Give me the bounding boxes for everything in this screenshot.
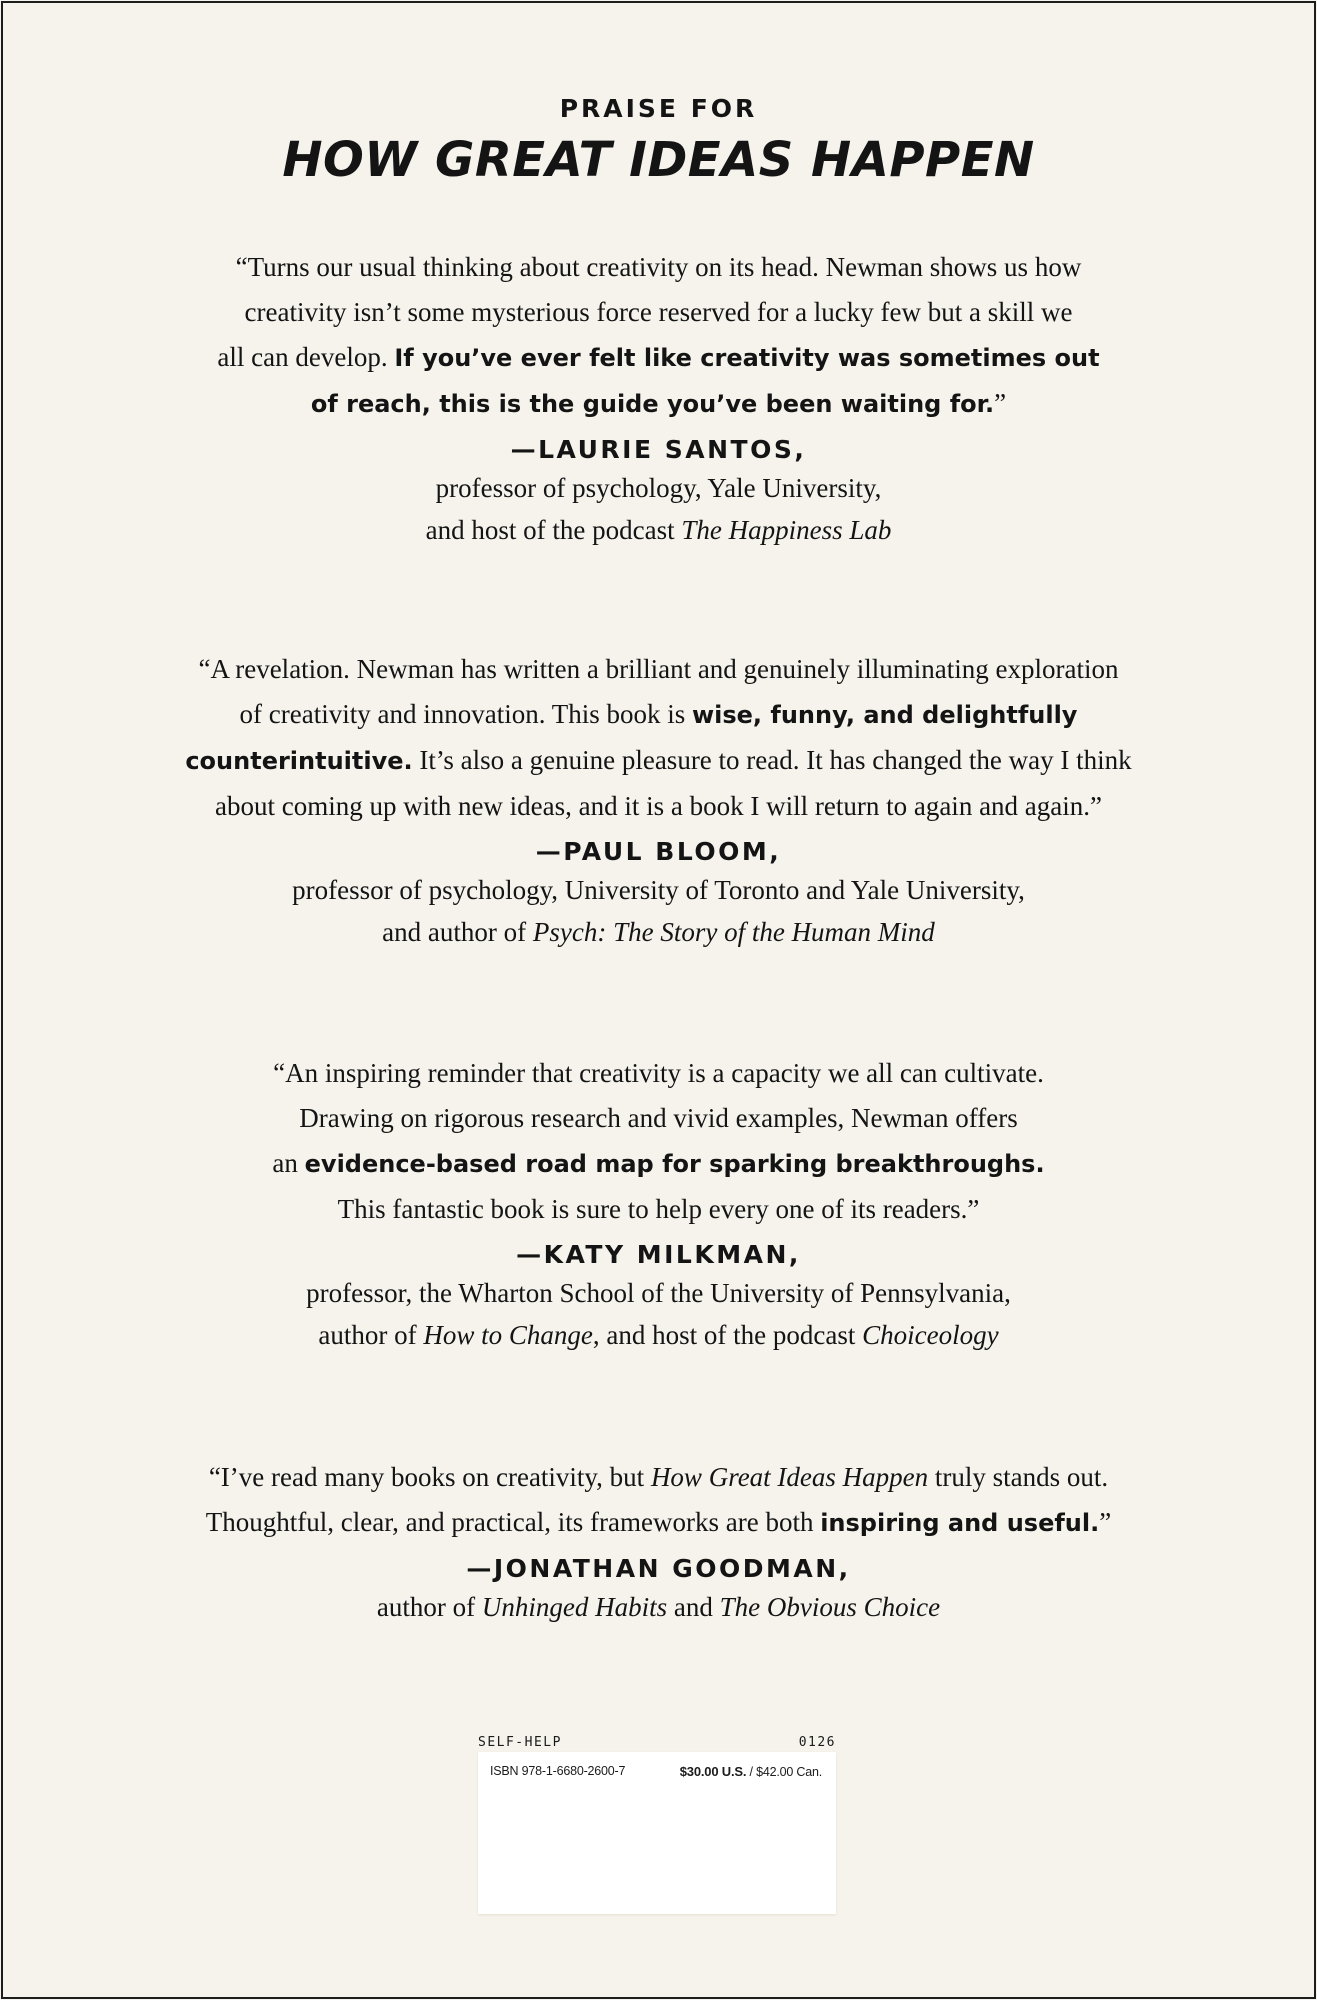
text-run: “A revelation. Newman has written a brilliant and genuinely illuminating exploration <box>198 654 1119 684</box>
title-text: Psych: The Story of the Human Mind <box>532 917 935 947</box>
text-run: “Turns our usual thinking about creativity on its head. Newman shows us how <box>235 252 1082 282</box>
emphasis-text: If you’ve ever felt like creativity was sometimes out <box>394 344 1100 372</box>
blurb-laurie-santos <box>0 245 1317 551</box>
price <box>680 1764 822 1779</box>
blurb-jonathan-goodman <box>0 1455 1317 1628</box>
blurb-quote <box>0 1455 1317 1546</box>
title-text: The Obvious Choice <box>719 1592 941 1622</box>
text-run: professor of psychology, Yale University, <box>435 473 882 503</box>
quote-line <box>0 1455 1317 1500</box>
credit-line <box>0 911 1317 953</box>
price-us: $30.00 U.S. <box>679 1764 747 1779</box>
blurb-author-name: —KATY MILKMAN, <box>516 1240 801 1269</box>
emphasis-text: evidence-based road map for sparking breakthroughs. <box>304 1150 1045 1178</box>
quote-line <box>0 381 1317 427</box>
blurb-author-credit <box>0 869 1317 953</box>
title-text: How Great Ideas Happen <box>650 1462 929 1492</box>
text-run: about coming up with new ideas, and it is a book I will return to again and again.” <box>214 791 1103 821</box>
credit-line <box>0 1586 1317 1628</box>
blurb-paul-bloom <box>0 647 1317 953</box>
text-run: author of <box>318 1320 424 1350</box>
quote-line <box>0 1187 1317 1232</box>
text-run: ” <box>1099 1507 1112 1537</box>
praise-for-kicker: PRAISE FOR <box>559 94 758 123</box>
quote-line <box>0 335 1317 381</box>
blurb-author-credit <box>0 1586 1317 1628</box>
blurb-author-name: —PAUL BLOOM, <box>535 837 782 866</box>
text-run: all can develop. <box>217 342 395 372</box>
title-text: Unhinged Habits <box>481 1592 668 1622</box>
credit-line <box>0 509 1317 551</box>
text-run: , and host of the podcast <box>592 1320 863 1350</box>
barcode-header <box>478 1734 836 1752</box>
credit-line <box>0 1272 1317 1314</box>
isbn: ISBN 978-1-6680-2600-7 <box>490 1764 626 1778</box>
blurb-katy-milkman <box>0 1051 1317 1356</box>
quote-line <box>0 245 1317 290</box>
text-run: This fantastic book is sure to help every one of its readers.” <box>337 1194 980 1224</box>
genre-category: SELF-HELP <box>478 1735 562 1750</box>
text-run: of creativity and innovation. This book is <box>239 699 692 729</box>
barcode-box <box>478 1752 836 1914</box>
text-run: It’s also a genuine pleasure to read. It has changed the way I think <box>412 745 1132 775</box>
text-run: “An inspiring reminder that creativity is a capacity we all can cultivate. <box>273 1058 1044 1088</box>
title-text: Choiceology <box>862 1320 999 1350</box>
blurb-author-credit <box>0 1272 1317 1356</box>
emphasis-text: counterintuitive. <box>185 747 413 775</box>
quote-line <box>0 647 1317 692</box>
text-run: ” <box>994 388 1007 418</box>
barcode-area <box>478 1734 836 1914</box>
text-run: and host of the podcast <box>425 515 682 545</box>
book-title: HOW GREAT IDEAS HAPPEN <box>282 132 1035 188</box>
blurb-author-name: —LAURIE SANTOS, <box>510 435 807 464</box>
credit-line <box>0 869 1317 911</box>
quote-line <box>0 1096 1317 1141</box>
title-text: The Happiness Lab <box>681 515 892 545</box>
blurb-author-credit <box>0 467 1317 551</box>
emphasis-text: inspiring and useful. <box>820 1509 1100 1537</box>
emphasis-text: of reach, this is the guide you’ve been waiting for. <box>310 390 995 418</box>
blurb-quote <box>0 647 1317 829</box>
cover-header <box>0 92 1317 188</box>
text-run: and <box>667 1592 720 1622</box>
text-run: Thoughtful, clear, and practical, its frameworks are both <box>205 1507 821 1537</box>
text-run: “I’ve read many books on creativity, but <box>208 1462 651 1492</box>
quote-line <box>0 738 1317 784</box>
credit-line <box>0 467 1317 509</box>
isbn-price-row <box>490 1764 822 1779</box>
blurb-quote <box>0 245 1317 427</box>
quote-line <box>0 784 1317 829</box>
quote-line <box>0 1500 1317 1546</box>
quote-line <box>0 290 1317 335</box>
quote-line <box>0 692 1317 738</box>
text-run: truly stands out. <box>928 1462 1109 1492</box>
text-run: an <box>272 1148 305 1178</box>
title-text: How to Change <box>423 1320 593 1350</box>
price-can: $42.00 Can. <box>756 1765 822 1779</box>
price-separator: / <box>746 1765 757 1779</box>
text-run: professor of psychology, University of Toronto and Yale University, <box>292 875 1025 905</box>
blurb-author-name: —JONATHAN GOODMAN, <box>466 1554 851 1583</box>
quote-line <box>0 1051 1317 1096</box>
blurb-quote <box>0 1051 1317 1232</box>
price-code: 0126 <box>798 1735 836 1750</box>
text-run: author of <box>376 1592 482 1622</box>
text-run: and author of <box>382 917 533 947</box>
quote-line <box>0 1141 1317 1187</box>
text-run: Drawing on rigorous research and vivid examples, Newman offers <box>299 1103 1018 1133</box>
credit-line <box>0 1314 1317 1356</box>
emphasis-text: wise, funny, and delightfully <box>691 701 1078 729</box>
text-run: professor, the Wharton School of the University of Pennsylvania, <box>306 1278 1011 1308</box>
text-run: creativity isn’t some mysterious force reserved for a lucky few but a skill we <box>244 297 1073 327</box>
